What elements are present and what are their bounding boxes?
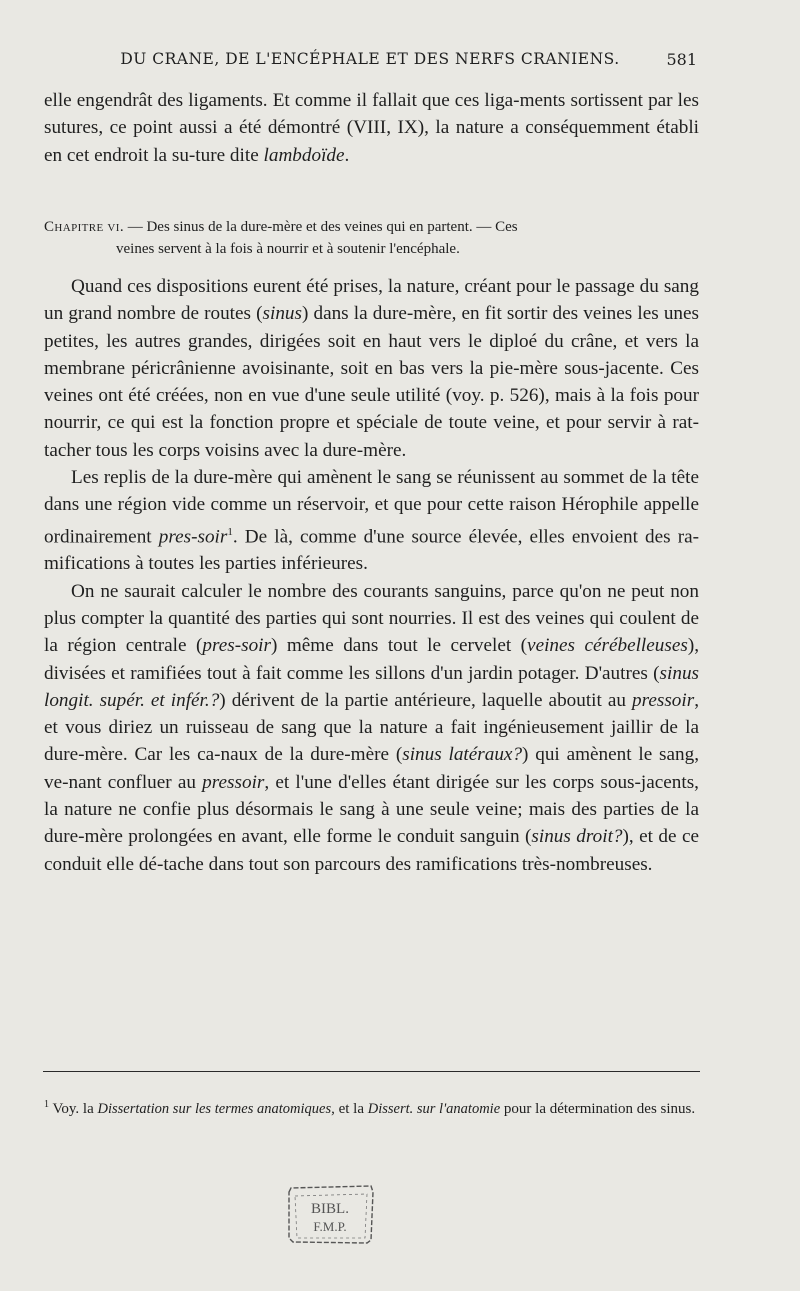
text-run: pour la détermination des sinus. (500, 1101, 696, 1117)
footnote (44, 1093, 699, 1121)
italic-term: pressoir (632, 689, 695, 711)
chapter-summary-line1: — Des sinus de la dure-mère et des veines qui en partent. — Ces (123, 219, 518, 235)
italic-term: sinus droit? (531, 826, 623, 848)
italic-term: sinus longit. supér. et infér.? (44, 662, 699, 711)
text-run: ) dans la dure-mère, en fit sortir des veines les unes petites, les autres grandes, dirigées soit en haut vers le diploé du crâne, et vers la membrane péricrânienne avoisinante, soit en bas vers la pie-mère sous-jacente. Ces veines ont été créées, non en vue d'une seule utilité (voy. p. 526), mais à la fois pour nourrir, ce qui est la fonction propre et spéciale de toute veine, et pour servir à rat-tacher tous les corps voisins avec la dure-mère. (44, 303, 699, 461)
stamp-line2: F.M.P. (313, 1219, 347, 1234)
text-run: ), et de ce conduit elle dé-tache dans tout son parcours des ramifications très-nombreuses. (44, 826, 699, 875)
intro-roman: IX (397, 117, 418, 139)
footnote-divider (43, 1071, 700, 1072)
italic-term: Dissertation sur les termes anatomiques (97, 1101, 332, 1117)
chapter-summary-line2: veines servent à la fois à nourrir et à soutenir l'encéphale. (116, 241, 460, 257)
intro-term: lambdoïde (263, 144, 345, 166)
text-run: , et la (331, 1101, 368, 1117)
text-run: Quand ces dispositions eurent été prises, la nature, créant pour le passage du sang un grand nombre de routes ( (44, 276, 699, 325)
footnote-mark: 1 (44, 1099, 49, 1110)
intro-text: . (344, 144, 350, 166)
running-title: DU CRANE, DE L'ENCÉPHALE ET DES NERFS CRANIENS. (120, 50, 620, 68)
paragraph-2 (44, 464, 699, 578)
italic-term: veines cérébelleuses (527, 635, 688, 657)
text-run: Les replis de la dure-mère qui amènent le sang se réunissent au sommet de la tête dans une région vide comme un réservoir, et que pour cette raison Hérophile appelle ordinairement (44, 467, 699, 548)
italic-term: pres-soir (158, 526, 228, 548)
text-run: , et vous diriez un ruisseau de sang que la nature a fait ingénieusement jaillir de la dure-mère. Car les ca-naux de la dure-mère ( (44, 689, 699, 766)
italic-term: sinus latéraux? (402, 744, 523, 766)
paragraph-1 (44, 273, 699, 464)
stamp-line1: BIBL. (311, 1201, 349, 1217)
intro-text: elle engendrât des ligaments. Et comme il fallait que ces liga-ments sortissent par les sutures, ce point aussi a été démontré (VIII, (44, 90, 699, 139)
library-stamp (283, 1180, 377, 1248)
library-stamp-graphic (283, 1180, 377, 1248)
text-run: ), divisées et ramifiées tout à fait comme les sillons d'un jardin potager. D'autres ( (44, 635, 699, 684)
italic-term: pres-soir (202, 635, 271, 657)
italic-term: sinus (262, 303, 302, 325)
italic-term: pressoir (202, 771, 265, 793)
main-text (44, 273, 699, 878)
intro-paragraph (44, 87, 699, 169)
text-run: . De là, comme d'une source élevée, elles envoient des ra-mifications à toutes les parties inférieures. (44, 526, 700, 575)
footnote-ref[interactable]: 1 (227, 525, 233, 538)
page-number: 581 (666, 50, 697, 69)
intro-text: ), la nature a conséquemment établi en cet endroit la su-ture dite (44, 117, 699, 166)
chapter-number: vi. (107, 219, 124, 235)
chapter-heading (44, 216, 699, 260)
text-run: , et l'une d'elles étant dirigée sur les corps sous-jacents, la nature ne confie plus désormais le sang à une seule veine; mais des parties de la dure-mère prolongées en avant, elle forme le conduit sanguin ( (44, 771, 699, 848)
chapter-label: Chapitre (44, 219, 104, 235)
text-run: On ne saurait calculer le nombre des courants sanguins, parce qu'on ne peut non plus compter la quantité des parties qui sont nourries. Il est des veines qui coulent de la région centrale ( (44, 580, 699, 657)
text-run: ) qui amènent le sang, ve-nant confluer au (44, 744, 700, 793)
paragraph-3 (44, 578, 699, 878)
italic-term: Dissert. sur l'anatomie (367, 1101, 501, 1117)
text-run: ) même dans tout le cervelet ( (270, 635, 528, 657)
text-run: Voy. la (49, 1101, 98, 1117)
text-run: ) dérivent de la partie antérieure, laquelle aboutit au (219, 689, 632, 711)
